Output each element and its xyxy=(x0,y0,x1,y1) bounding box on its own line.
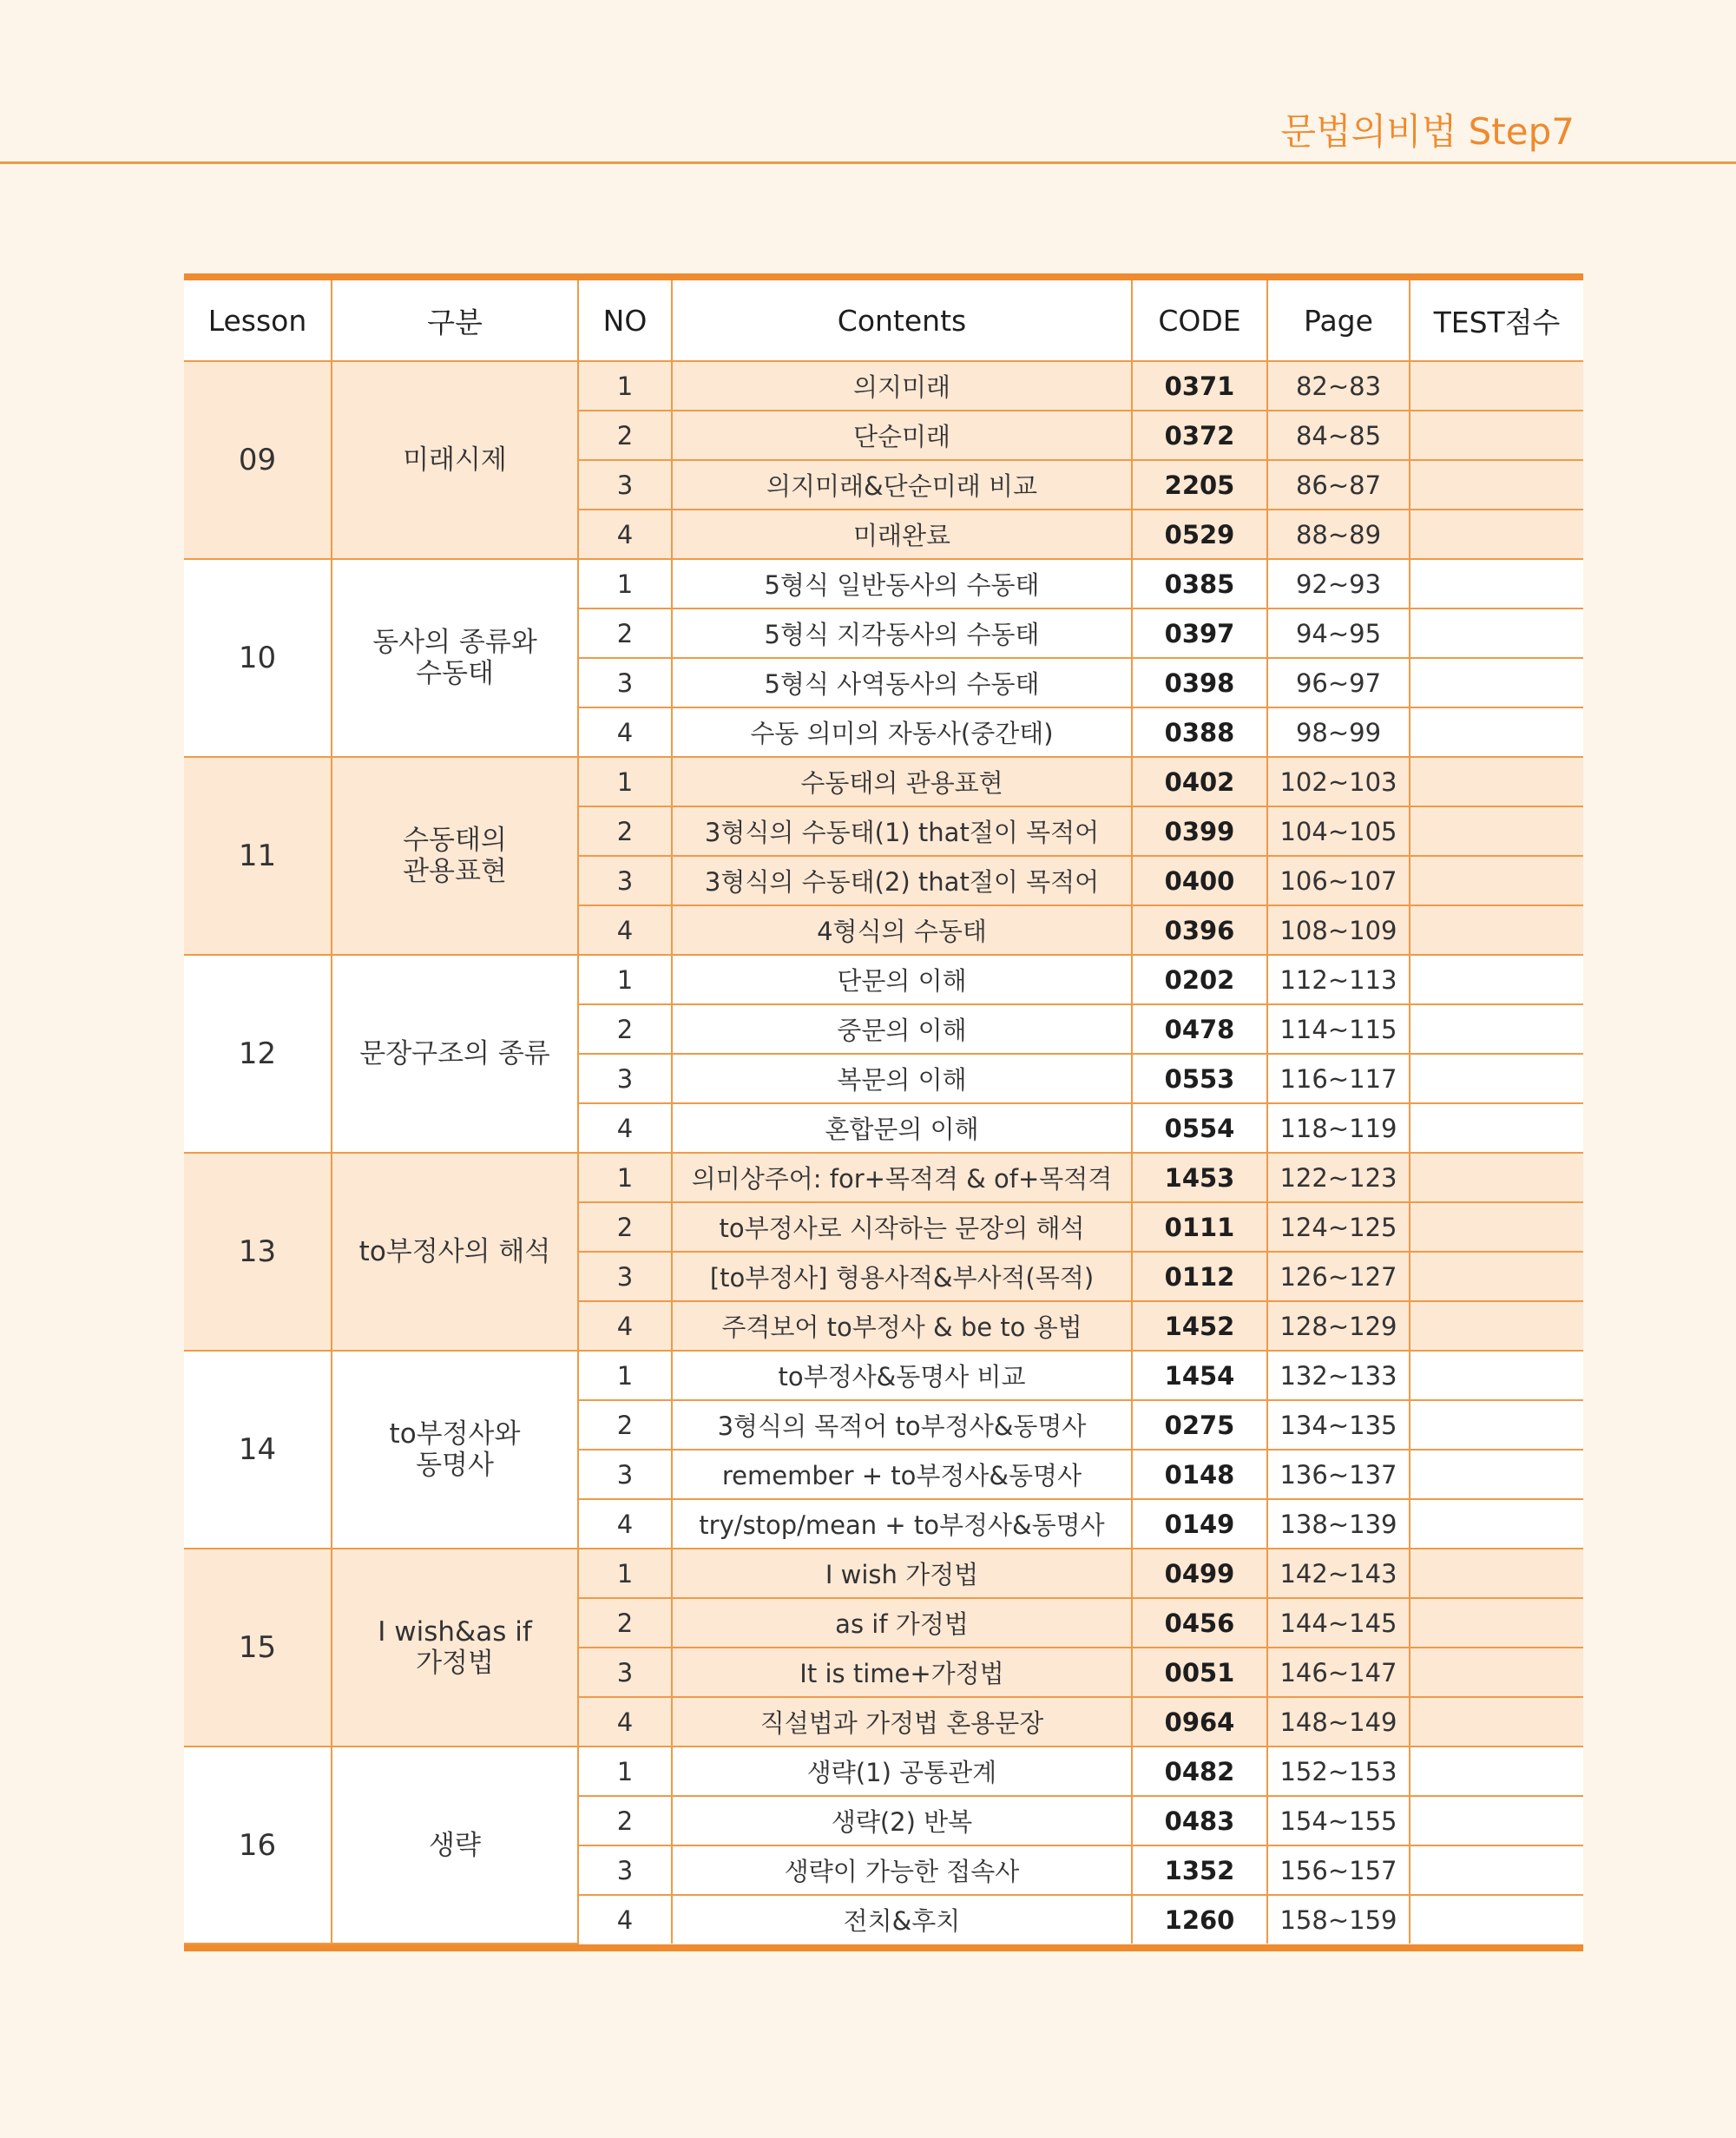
code-cell: 0397 xyxy=(1132,609,1267,658)
lesson-table-container xyxy=(184,273,1583,1951)
section-cell: to부정사와 동명사 xyxy=(332,1351,578,1549)
code-cell: 2205 xyxy=(1132,460,1267,510)
contents-cell: 복문의 이해 xyxy=(672,1054,1132,1103)
contents-cell: 전치&후치 xyxy=(672,1895,1132,1944)
test-score-cell xyxy=(1410,955,1583,1004)
contents-cell: 단순미래 xyxy=(672,411,1132,460)
contents-cell: as if 가정법 xyxy=(672,1598,1132,1648)
test-score-cell xyxy=(1410,1400,1583,1450)
page-cell: 108~109 xyxy=(1267,905,1410,955)
code-cell: 0478 xyxy=(1132,1004,1267,1054)
header-section: 구분 xyxy=(332,280,578,361)
code-cell: 1260 xyxy=(1132,1895,1267,1944)
no-cell: 3 xyxy=(578,1845,672,1895)
no-cell: 3 xyxy=(578,658,672,707)
code-cell: 0112 xyxy=(1132,1252,1267,1301)
page-cell: 124~125 xyxy=(1267,1202,1410,1252)
no-cell: 3 xyxy=(578,1648,672,1697)
code-cell: 0388 xyxy=(1132,707,1267,757)
page-cell: 118~119 xyxy=(1267,1103,1410,1153)
code-cell: 0385 xyxy=(1132,559,1267,609)
contents-cell: to부정사로 시작하는 문장의 해석 xyxy=(672,1202,1132,1252)
page-cell: 132~133 xyxy=(1267,1351,1410,1400)
code-cell: 1454 xyxy=(1132,1351,1267,1400)
section-cell: 미래시제 xyxy=(332,361,578,559)
page-cell: 106~107 xyxy=(1267,856,1410,905)
header-test-score: TEST점수 xyxy=(1410,280,1583,361)
test-score-cell xyxy=(1410,1747,1583,1796)
contents-cell: 수동 의미의 자동사(중간태) xyxy=(672,707,1132,757)
header-divider xyxy=(0,161,1736,164)
page-cell: 86~87 xyxy=(1267,460,1410,510)
code-cell: 0482 xyxy=(1132,1747,1267,1796)
page-cell: 98~99 xyxy=(1267,707,1410,757)
contents-cell: to부정사&동명사 비교 xyxy=(672,1351,1132,1400)
page-cell: 156~157 xyxy=(1267,1845,1410,1895)
header-row xyxy=(184,280,1583,361)
code-cell: 0499 xyxy=(1132,1549,1267,1598)
contents-cell: 생략(1) 공통관계 xyxy=(672,1747,1132,1796)
code-cell: 0275 xyxy=(1132,1400,1267,1450)
test-score-cell xyxy=(1410,1004,1583,1054)
no-cell: 3 xyxy=(578,460,672,510)
page-cell: 112~113 xyxy=(1267,955,1410,1004)
page-cell: 128~129 xyxy=(1267,1301,1410,1351)
page-cell: 152~153 xyxy=(1267,1747,1410,1796)
lesson-number-cell: 11 xyxy=(184,757,332,955)
lesson-table xyxy=(184,280,1583,1944)
test-score-cell xyxy=(1410,1054,1583,1103)
header-lesson: Lesson xyxy=(184,280,332,361)
contents-cell: 5형식 사역동사의 수동태 xyxy=(672,658,1132,707)
contents-cell: 의지미래&단순미래 비교 xyxy=(672,460,1132,510)
contents-cell: 의미상주어: for+목적격 & of+목적격 xyxy=(672,1153,1132,1202)
no-cell: 4 xyxy=(578,1697,672,1747)
contents-cell: 혼합문의 이해 xyxy=(672,1103,1132,1153)
no-cell: 4 xyxy=(578,905,672,955)
contents-cell: 미래완료 xyxy=(672,510,1132,559)
page-cell: 104~105 xyxy=(1267,806,1410,856)
test-score-cell xyxy=(1410,707,1583,757)
no-cell: 2 xyxy=(578,806,672,856)
table-row xyxy=(184,1153,1583,1202)
code-cell: 1452 xyxy=(1132,1301,1267,1351)
page-cell: 88~89 xyxy=(1267,510,1410,559)
page-cell: 102~103 xyxy=(1267,757,1410,806)
contents-cell: 3형식의 수동태(2) that절이 목적어 xyxy=(672,856,1132,905)
contents-cell: I wish 가정법 xyxy=(672,1549,1132,1598)
no-cell: 1 xyxy=(578,1549,672,1598)
header-page: Page xyxy=(1267,280,1410,361)
no-cell: 2 xyxy=(578,1202,672,1252)
contents-cell: 생략이 가능한 접속사 xyxy=(672,1845,1132,1895)
no-cell: 2 xyxy=(578,1796,672,1845)
lesson-number-cell: 10 xyxy=(184,559,332,757)
page-cell: 96~97 xyxy=(1267,658,1410,707)
test-score-cell xyxy=(1410,1301,1583,1351)
code-cell: 0529 xyxy=(1132,510,1267,559)
lesson-number-cell: 09 xyxy=(184,361,332,559)
code-cell: 0398 xyxy=(1132,658,1267,707)
header-code: CODE xyxy=(1132,280,1267,361)
lesson-number-cell: 16 xyxy=(184,1747,332,1944)
test-score-cell xyxy=(1410,1351,1583,1400)
no-cell: 3 xyxy=(578,1450,672,1499)
page-cell: 144~145 xyxy=(1267,1598,1410,1648)
page-cell: 114~115 xyxy=(1267,1004,1410,1054)
test-score-cell xyxy=(1410,905,1583,955)
test-score-cell xyxy=(1410,1648,1583,1697)
section-cell: to부정사의 해석 xyxy=(332,1153,578,1351)
no-cell: 4 xyxy=(578,1103,672,1153)
contents-cell: It is time+가정법 xyxy=(672,1648,1132,1697)
page-cell: 136~137 xyxy=(1267,1450,1410,1499)
no-cell: 3 xyxy=(578,1054,672,1103)
table-row xyxy=(184,757,1583,806)
test-score-cell xyxy=(1410,1252,1583,1301)
code-cell: 0396 xyxy=(1132,905,1267,955)
code-cell: 0483 xyxy=(1132,1796,1267,1845)
contents-cell: 5형식 일반동사의 수동태 xyxy=(672,559,1132,609)
page-cell: 154~155 xyxy=(1267,1796,1410,1845)
test-score-cell xyxy=(1410,559,1583,609)
header-no: NO xyxy=(578,280,672,361)
page-cell: 158~159 xyxy=(1267,1895,1410,1944)
no-cell: 1 xyxy=(578,559,672,609)
test-score-cell xyxy=(1410,1202,1583,1252)
table-row xyxy=(184,1549,1583,1598)
page-cell: 82~83 xyxy=(1267,361,1410,411)
contents-cell: 4형식의 수동태 xyxy=(672,905,1132,955)
table-header xyxy=(184,280,1583,361)
code-cell: 0553 xyxy=(1132,1054,1267,1103)
code-cell: 0051 xyxy=(1132,1648,1267,1697)
test-score-cell xyxy=(1410,460,1583,510)
table-row xyxy=(184,361,1583,411)
code-cell: 0456 xyxy=(1132,1598,1267,1648)
lesson-number-cell: 15 xyxy=(184,1549,332,1747)
code-cell: 0554 xyxy=(1132,1103,1267,1153)
lesson-number-cell: 14 xyxy=(184,1351,332,1549)
test-score-cell xyxy=(1410,1697,1583,1747)
test-score-cell xyxy=(1410,1153,1583,1202)
no-cell: 2 xyxy=(578,411,672,460)
table-row xyxy=(184,1747,1583,1796)
table-row xyxy=(184,559,1583,609)
no-cell: 4 xyxy=(578,707,672,757)
code-cell: 0400 xyxy=(1132,856,1267,905)
section-cell: 생략 xyxy=(332,1747,578,1944)
no-cell: 3 xyxy=(578,1252,672,1301)
section-cell: I wish&as if 가정법 xyxy=(332,1549,578,1747)
contents-cell: 생략(2) 반복 xyxy=(672,1796,1132,1845)
no-cell: 2 xyxy=(578,1400,672,1450)
page-cell: 142~143 xyxy=(1267,1549,1410,1598)
page-cell: 134~135 xyxy=(1267,1400,1410,1450)
test-score-cell xyxy=(1410,609,1583,658)
page-cell: 84~85 xyxy=(1267,411,1410,460)
test-score-cell xyxy=(1410,411,1583,460)
contents-cell: 중문의 이해 xyxy=(672,1004,1132,1054)
test-score-cell xyxy=(1410,1598,1583,1648)
contents-cell: 5형식 지각동사의 수동태 xyxy=(672,609,1132,658)
lesson-number-cell: 13 xyxy=(184,1153,332,1351)
no-cell: 1 xyxy=(578,1747,672,1796)
page-cell: 138~139 xyxy=(1267,1499,1410,1549)
test-score-cell xyxy=(1410,361,1583,411)
page-cell: 116~117 xyxy=(1267,1054,1410,1103)
contents-cell: 주격보어 to부정사 & be to 용법 xyxy=(672,1301,1132,1351)
no-cell: 4 xyxy=(578,510,672,559)
code-cell: 1352 xyxy=(1132,1845,1267,1895)
page-header-title: 문법의비법 Step7 xyxy=(1280,110,1575,153)
test-score-cell xyxy=(1410,1549,1583,1598)
code-cell: 0964 xyxy=(1132,1697,1267,1747)
test-score-cell xyxy=(1410,1895,1583,1944)
section-cell: 문장구조의 종류 xyxy=(332,955,578,1153)
table-row xyxy=(184,1351,1583,1400)
no-cell: 4 xyxy=(578,1499,672,1549)
header-contents: Contents xyxy=(672,280,1132,361)
test-score-cell xyxy=(1410,856,1583,905)
contents-cell: 3형식의 수동태(1) that절이 목적어 xyxy=(672,806,1132,856)
page-cell: 126~127 xyxy=(1267,1252,1410,1301)
contents-cell: try/stop/mean + to부정사&동명사 xyxy=(672,1499,1132,1549)
test-score-cell xyxy=(1410,1103,1583,1153)
code-cell: 0371 xyxy=(1132,361,1267,411)
contents-cell: 단문의 이해 xyxy=(672,955,1132,1004)
no-cell: 4 xyxy=(578,1895,672,1944)
no-cell: 2 xyxy=(578,1004,672,1054)
contents-cell: remember + to부정사&동명사 xyxy=(672,1450,1132,1499)
page-cell: 94~95 xyxy=(1267,609,1410,658)
code-cell: 0402 xyxy=(1132,757,1267,806)
code-cell: 0372 xyxy=(1132,411,1267,460)
table-body xyxy=(184,361,1583,1944)
code-cell: 0149 xyxy=(1132,1499,1267,1549)
test-score-cell xyxy=(1410,1450,1583,1499)
test-score-cell xyxy=(1410,1845,1583,1895)
test-score-cell xyxy=(1410,1499,1583,1549)
no-cell: 1 xyxy=(578,1153,672,1202)
no-cell: 4 xyxy=(578,1301,672,1351)
no-cell: 1 xyxy=(578,361,672,411)
table-row xyxy=(184,955,1583,1004)
contents-cell: 3형식의 목적어 to부정사&동명사 xyxy=(672,1400,1132,1450)
code-cell: 1453 xyxy=(1132,1153,1267,1202)
section-cell: 수동태의 관용표현 xyxy=(332,757,578,955)
no-cell: 2 xyxy=(578,1598,672,1648)
no-cell: 2 xyxy=(578,609,672,658)
no-cell: 1 xyxy=(578,757,672,806)
section-cell: 동사의 종류와 수동태 xyxy=(332,559,578,757)
code-cell: 0148 xyxy=(1132,1450,1267,1499)
page-cell: 148~149 xyxy=(1267,1697,1410,1747)
test-score-cell xyxy=(1410,658,1583,707)
lesson-number-cell: 12 xyxy=(184,955,332,1153)
page-cell: 92~93 xyxy=(1267,559,1410,609)
contents-cell: 직설법과 가정법 혼용문장 xyxy=(672,1697,1132,1747)
no-cell: 1 xyxy=(578,1351,672,1400)
no-cell: 3 xyxy=(578,856,672,905)
code-cell: 0399 xyxy=(1132,806,1267,856)
no-cell: 1 xyxy=(578,955,672,1004)
page-cell: 122~123 xyxy=(1267,1153,1410,1202)
code-cell: 0111 xyxy=(1132,1202,1267,1252)
test-score-cell xyxy=(1410,1796,1583,1845)
test-score-cell xyxy=(1410,806,1583,856)
contents-cell: 수동태의 관용표현 xyxy=(672,757,1132,806)
test-score-cell xyxy=(1410,510,1583,559)
page-cell: 146~147 xyxy=(1267,1648,1410,1697)
contents-cell: 의지미래 xyxy=(672,361,1132,411)
contents-cell: [to부정사] 형용사적&부사적(목적) xyxy=(672,1252,1132,1301)
test-score-cell xyxy=(1410,757,1583,806)
code-cell: 0202 xyxy=(1132,955,1267,1004)
